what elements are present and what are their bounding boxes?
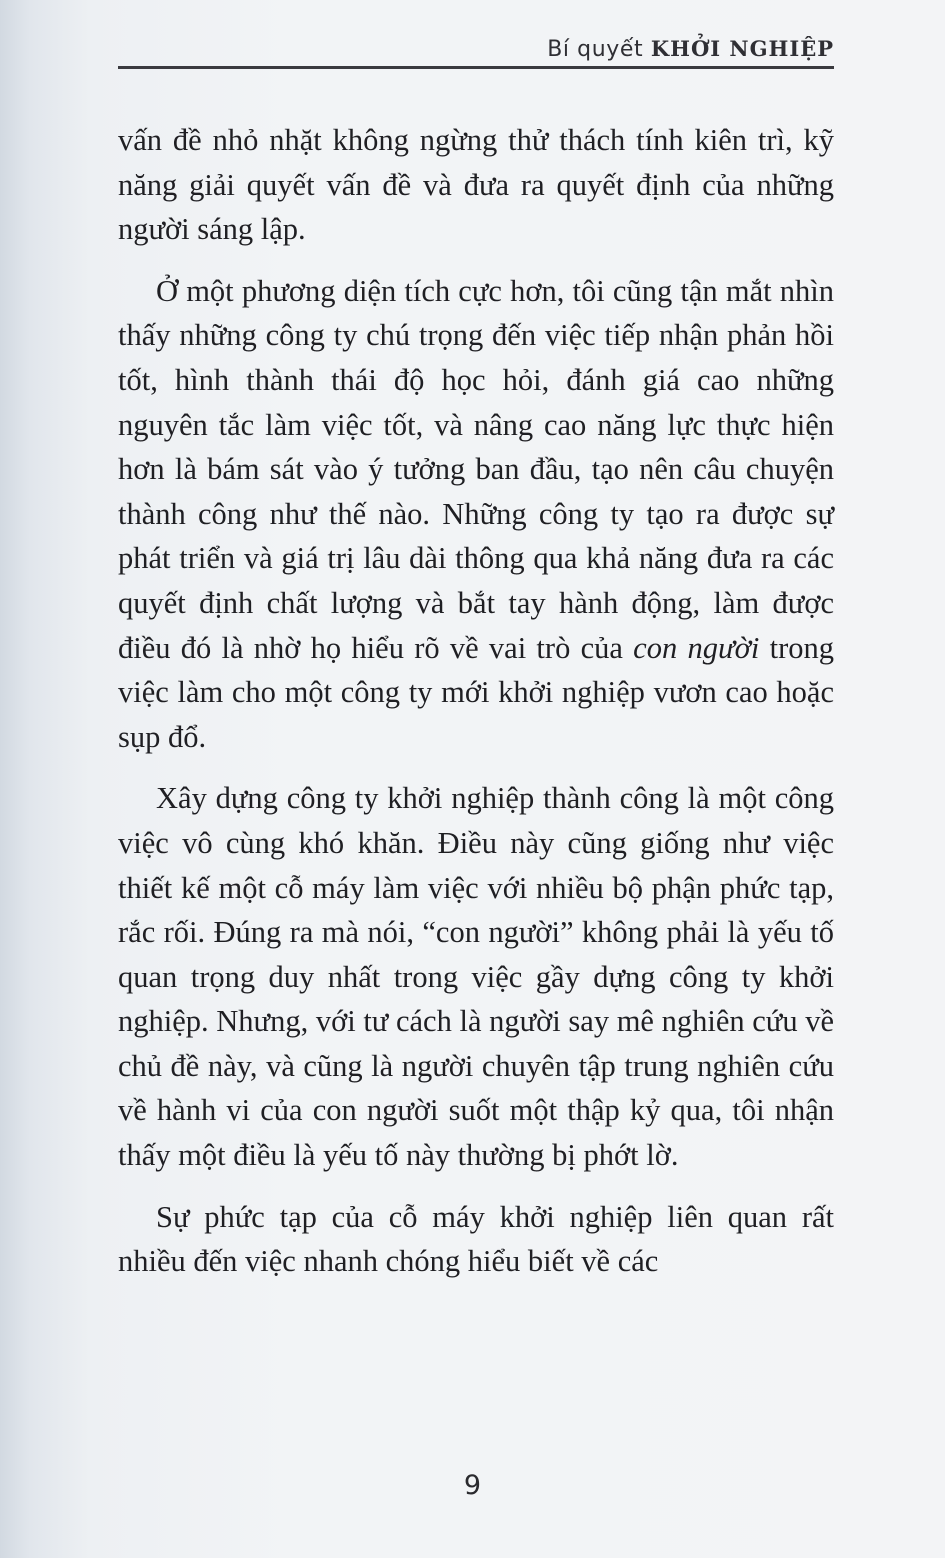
header-prefix: Bí quyết [547,37,644,62]
paragraph-2-text-before: Ở một phương diện tích cực hơn, tôi cũng tận mắt nhìn thấy những công ty chú trọng đến việc tiếp nhận phản hồi tốt, hình thành thái độ học hỏi, đánh giá cao những nguyên tắc làm việc tốt, và nâng cao năng lực thực hiện hơn là bám sát vào ý tưởng ban đầu, tạo nên câu chuyện thành công như thế nào. Những công ty tạo ra được sự phát triển và giá trị lâu dài thông qua khả năng đưa ra các quyết định chất lượng và bắt tay hành động, làm được điều đó là nhờ họ hiểu rõ về vai trò của [118,273,834,665]
paragraph-2-italic: con người [633,630,760,665]
header-book-title: KHỞI NGHIỆP [650,36,834,61]
paragraph-4 [118,1195,834,1284]
page-number: 9 [463,1470,482,1501]
body-text [118,118,834,1301]
paragraph-3-text: Xây dựng công ty khởi nghiệp thành công là một công việc vô cùng khó khăn. Điều này cũng giống như việc thiết kế một cỗ máy làm việc với nhiều bộ phận phức tạp, rắc rối. Đúng ra mà nói, “con người” không phải là yếu tố quan trọng duy nhất trong việc gầy dựng công ty khởi nghiệp. Nhưng, với tư cách là người say mê nghiên cứu về chủ đề này, và cũng là người chuyên tập trung nghiên cứu về hành vi của con người suốt một thập kỷ qua, tôi nhận thấy một điều là yếu tố này thường bị phớt lờ. [118,781,834,1173]
running-header-title [547,36,834,62]
running-header [118,36,834,69]
paragraph-2 [118,269,834,760]
paragraph-1-text: vấn đề nhỏ nhặt không ngừng thử thách tính kiên trì, kỹ năng giải quyết vấn đề và đưa ra quyết định của những người sáng lập. [118,123,834,247]
paragraph-3 [118,776,834,1177]
paragraph-2-text-after: trong việc làm cho một công ty mới khởi nghiệp vươn cao hoặc sụp đổ. [118,630,834,754]
paragraph-1 [118,118,834,252]
paragraph-4-text: Sự phức tạp của cỗ máy khởi nghiệp liên quan rất nhiều đến việc nhanh chóng hiểu biết về các [118,1199,834,1279]
